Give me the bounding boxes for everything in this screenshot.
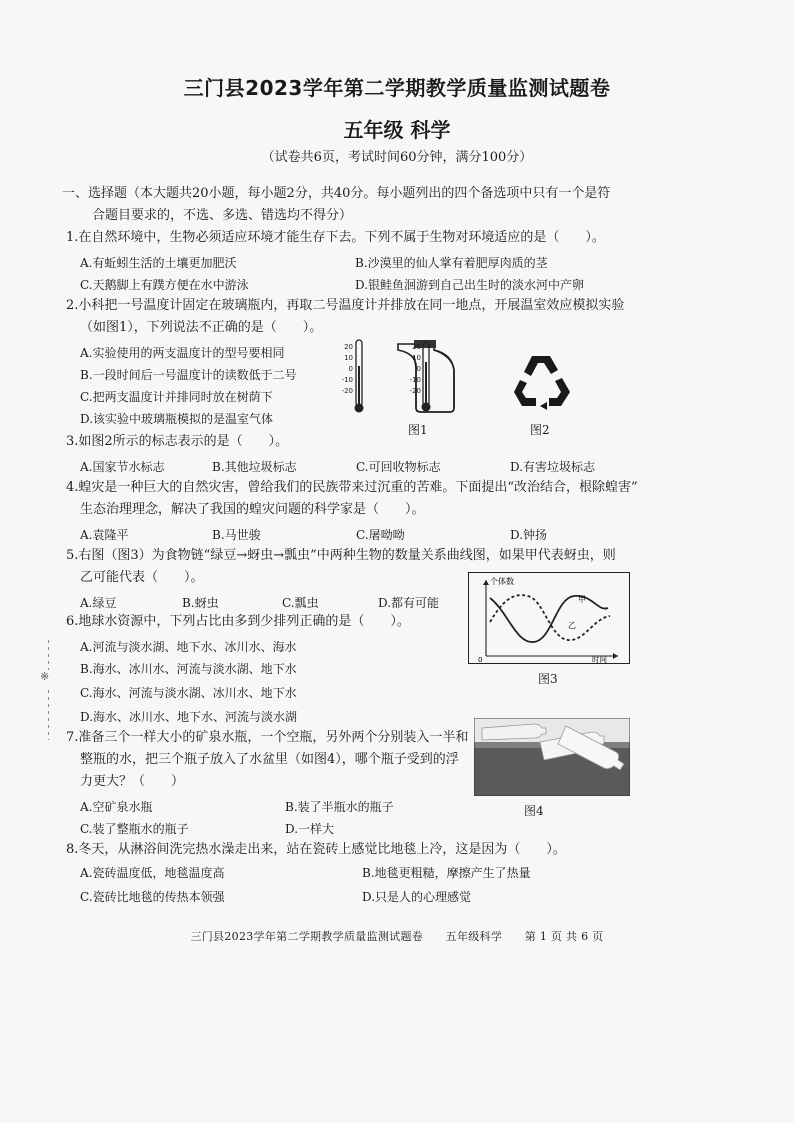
q4-option-a[interactable]: A.袁隆平 — [80, 528, 129, 542]
figure-3-label: 图3 — [538, 672, 558, 686]
tick-label: 0 — [416, 365, 421, 373]
q2-option-c[interactable]: C.把两支温度计并排同时放在树荫下 — [80, 390, 273, 404]
series-yi-label: 乙 — [568, 621, 576, 630]
binding-line — [48, 690, 49, 740]
tick-label: -20 — [409, 387, 421, 395]
tick-label: -10 — [409, 376, 421, 384]
q6-option-d[interactable]: D.海水、冰川水、地下水、河流与淡水湖 — [80, 710, 298, 724]
figure-2-label: 图2 — [530, 423, 550, 437]
tick-label: 10 — [412, 354, 421, 362]
figure-4-bottles-photo — [474, 718, 630, 796]
question-1-stem: 1.在自然环境中，生物必须适应环境才能生存下去。下列不属于生物对环境适应的是（ ）。 — [66, 230, 605, 245]
figure-4-label: 图4 — [524, 804, 544, 818]
section-heading: 一、选择题（本大题共20小题，每小题2分，共40分。每小题列出的四个备选项中只有一个是符 — [62, 186, 611, 201]
q7-option-a[interactable]: A.空矿泉水瓶 — [80, 800, 153, 814]
exam-info: （试卷共6页，考试时间60分钟，满分100分） — [261, 150, 533, 165]
question-4-stem-cont: 生态治理理念，解决了我国的蝗灾问题的科学家是（ ）。 — [80, 502, 425, 517]
y-axis-label: 个体数 — [490, 577, 514, 586]
q4-option-b[interactable]: B.马世骏 — [212, 528, 261, 542]
q1-option-c[interactable]: C.天鹅脚上有蹼方便在水中游泳 — [80, 278, 249, 292]
series-jia-line — [490, 596, 608, 642]
q7-option-b[interactable]: B.装了半瓶水的瓶子 — [285, 800, 394, 814]
question-2-stem: 2.小科把一号温度计固定在玻璃瓶内，再取二号温度计并排放在同一地点，开展温室效应模拟实验 — [66, 298, 625, 313]
q2-option-a[interactable]: A.实验使用的两支温度计的型号要相同 — [80, 346, 285, 360]
thermometer-2-icon — [342, 340, 364, 413]
question-7-stem-cont2: 力更大？（ ） — [80, 774, 185, 789]
q6-option-c[interactable]: C.海水、河流与淡水湖、冰川水、地下水 — [80, 686, 297, 700]
q6-option-b[interactable]: B.海水、冰川水、河流与淡水湖、地下水 — [80, 662, 297, 676]
q3-option-a[interactable]: A.国家节水标志 — [80, 460, 165, 474]
q1-option-b[interactable]: B.沙漠里的仙人掌有着肥厚肉质的茎 — [355, 256, 548, 270]
q3-option-c[interactable]: C.可回收物标志 — [356, 460, 441, 474]
question-7-stem-cont: 整瓶的水，把三个瓶子放入了水盆里（如图4），哪个瓶子受到的浮 — [80, 752, 459, 767]
q7-option-c[interactable]: C.装了整瓶水的瓶子 — [80, 822, 189, 836]
tick-label: 10 — [344, 354, 353, 362]
tick-label: -10 — [341, 376, 353, 384]
q1-option-a[interactable]: A.有蚯蚓生活的土壤更加肥沃 — [80, 256, 237, 270]
question-3-stem: 3.如图2所示的标志表示的是（ ）。 — [66, 434, 289, 449]
origin-label: 0 — [478, 656, 483, 664]
question-6-stem: 6.地球水资源中，下列占比由多到少排列正确的是（ ）。 — [66, 614, 410, 629]
question-5-stem-cont: 乙可能代表（ ）。 — [80, 570, 204, 585]
exam-title: 三门县2023学年第二学期教学质量监测试题卷 — [183, 76, 611, 100]
question-7-stem: 7.准备三个一样大小的矿泉水瓶，一个空瓶，另外两个分别装入一半和 — [66, 730, 469, 745]
figure-1-thermometers — [330, 336, 470, 418]
question-8-stem: 8.冬天，从淋浴间洗完热水澡走出来，站在瓷砖上感觉比地毯上冷，这是因为（ ）。 — [66, 842, 566, 857]
q1-option-d[interactable]: D.银鲑鱼洄游到自己出生时的淡水河中产卵 — [355, 278, 585, 292]
figure-1-label: 图1 — [408, 423, 428, 437]
q5-option-c[interactable]: C.瓢虫 — [282, 596, 319, 610]
q8-option-c[interactable]: C.瓷砖比地毯的传热本领强 — [80, 890, 225, 904]
tick-label: -20 — [341, 387, 353, 395]
binding-line — [48, 640, 49, 670]
tick-label: 20 — [344, 343, 353, 351]
q4-option-d[interactable]: D.钟扬 — [510, 528, 548, 542]
q8-option-a[interactable]: A.瓷砖温度低，地毯温度高 — [80, 866, 225, 880]
series-jia-label: 甲 — [578, 595, 586, 604]
tick-label: 0 — [348, 365, 353, 373]
thermometer-1-icon — [410, 342, 431, 412]
q8-option-b[interactable]: B.地毯更粗糙，摩擦产生了热量 — [362, 866, 531, 880]
question-4-stem: 4.蝗灾是一种巨大的自然灾害，曾给我们的民族带来过沉重的苦难。下面提出“改治结合，根除蝗害” — [66, 480, 638, 495]
section-heading-cont: 合题目要求的，不选、多选、错选均不得分） — [92, 208, 353, 223]
x-axis-label: 时间 — [592, 655, 607, 664]
tick-label: 20 — [412, 343, 421, 351]
q2-option-d[interactable]: D.该实验中玻璃瓶模拟的是温室气体 — [80, 412, 274, 426]
q4-option-c[interactable]: C.屠呦呦 — [356, 528, 405, 542]
question-2-stem-cont: （如图1），下列说法不正确的是（ ）。 — [80, 320, 323, 335]
page-footer: 三门县2023学年第二学期教学质量监测试题卷 五年级科学 第 1 页 共 6 页 — [190, 930, 604, 943]
q5-option-a[interactable]: A.绿豆 — [80, 596, 117, 610]
q2-option-b[interactable]: B.一段时间后一号温度计的读数低于二号 — [80, 368, 297, 382]
question-5-stem: 5.右图（图3）为食物链“绿豆→蚜虫→瓢虫”中两种生物的数量关系曲线图，如果甲代表蚜虫，则 — [66, 548, 616, 563]
q7-option-d[interactable]: D.一样大 — [285, 822, 335, 836]
figure-3-population-chart — [468, 572, 630, 664]
binding-mark: ※ — [40, 670, 50, 683]
q3-option-d[interactable]: D.有害垃圾标志 — [510, 460, 596, 474]
q5-option-b[interactable]: B.蚜虫 — [182, 596, 219, 610]
q5-option-d[interactable]: D.都有可能 — [378, 596, 440, 610]
exam-subtitle: 五年级 科学 — [343, 118, 451, 142]
q8-option-d[interactable]: D.只是人的心理感觉 — [362, 890, 472, 904]
q6-option-a[interactable]: A.河流与淡水湖、地下水、冰川水、海水 — [80, 640, 297, 654]
q3-option-b[interactable]: B.其他垃圾标志 — [212, 460, 297, 474]
recycle-symbol-icon — [510, 350, 572, 412]
